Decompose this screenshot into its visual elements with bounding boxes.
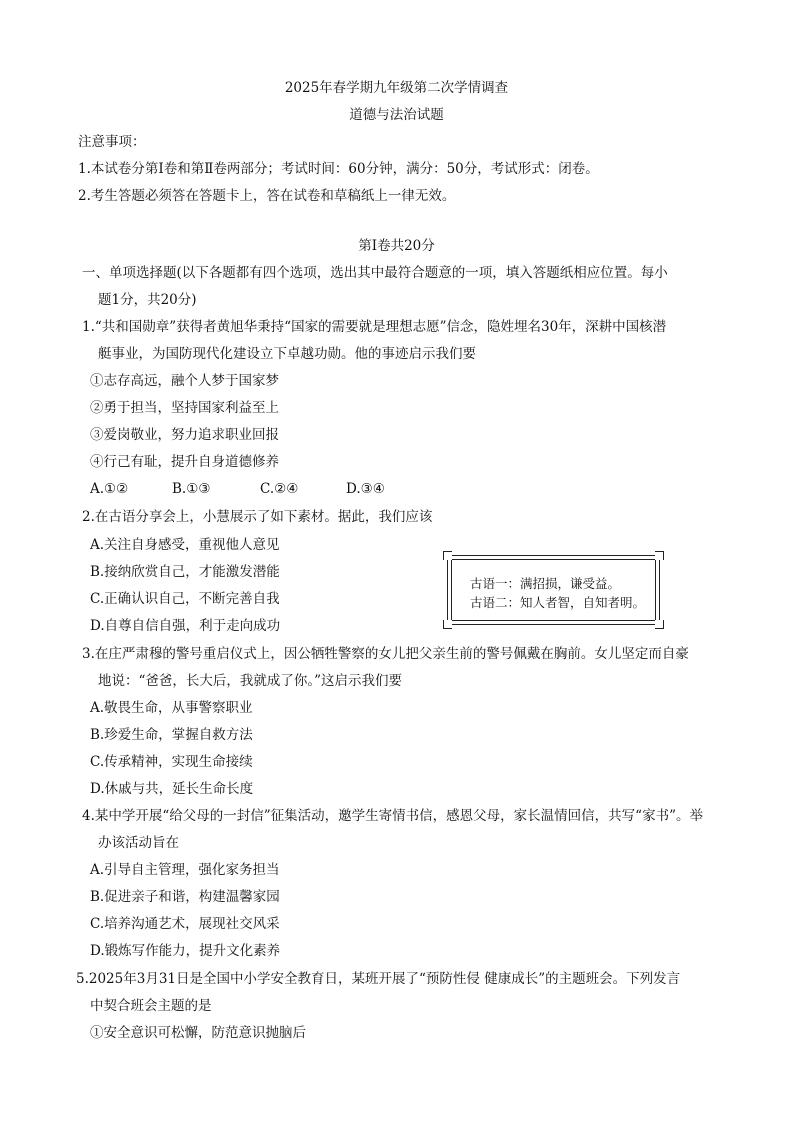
option-b: B.促进亲子和谐，构建温馨家园: [90, 889, 280, 905]
statement: ①安全意识可松懈，防范意识抛脑后: [90, 1025, 306, 1041]
section-title: 第Ⅰ卷共20分: [358, 238, 435, 254]
statement: ④行己有耻，提升自身道德修养: [90, 454, 279, 470]
exam-subtitle: 道德与法治试题: [349, 107, 444, 123]
frame-corner: [655, 551, 664, 560]
question-stem: 艇事业，为国防现代化建设立下卓越功勋。他的事迹启示我们要: [98, 346, 476, 362]
question-stem: 4.某中学开展“给父母的一封信”征集活动，邀学生寄情书信，感恩父母，家长温情回信，共写“家书”。举: [82, 808, 703, 824]
option-d: D.休戚与共，延长生命长度: [90, 781, 254, 797]
exam-title: 2025年春学期九年级第二次学情调查: [284, 80, 509, 96]
option-d: D.③④: [346, 481, 385, 497]
option-b: B.珍爱生命，掌握自救方法: [90, 727, 253, 743]
option-d: D.锻炼写作能力，提升文化素养: [90, 943, 281, 959]
option-b: B.接纳欣赏自己，才能激发潜能: [90, 564, 280, 580]
option-c: C.培养沟通艺术，展现社交风采: [90, 916, 280, 932]
question-stem: 1.“共和国勋章”获得者黄旭华秉持“国家的需要就是理想志愿”信念，隐姓埋名30年，深耕中国核潜: [82, 319, 667, 335]
option-a: A.①②: [90, 481, 129, 497]
question-stem: 办该活动旨在: [98, 835, 179, 851]
notice-item: 2.考生答题必须答在答题卡上，答在试卷和草稿纸上一律无效。: [78, 188, 456, 204]
statement: ②勇于担当，坚持国家利益至上: [90, 400, 279, 416]
option-c: C.传承精神，实现生命接续: [90, 754, 253, 770]
section-instruction: 题1分，共20分): [98, 292, 197, 308]
question-stem: 2.在古语分享会上，小慧展示了如下素材。据此，我们应该: [82, 509, 433, 525]
option-a: A.敬畏生命，从事警察职业: [90, 700, 253, 716]
frame-corner: [655, 620, 664, 629]
question-stem: 地说：“爸爸，长大后，我就成了你。”这启示我们要: [98, 673, 403, 689]
statement: ①志存高远，融个人梦于国家梦: [90, 373, 279, 389]
statement: ③爱岗敬业，努力追求职业回报: [90, 427, 279, 443]
option-a: A.关注自身感受，重视他人意见: [90, 537, 280, 553]
question-stem: 3.在庄严肃穆的警号重启仪式上，因公牺牲警察的女儿把父亲生前的警号佩戴在胸前。女儿坚定而自豪: [82, 646, 689, 662]
option-d: D.自尊自信自强，利于走向成功: [90, 618, 281, 634]
notice-item: 1.本试卷分第Ⅰ卷和第Ⅱ卷两部分；考试时间：60分钟，满分：50分，考试形式：闭卷。: [78, 161, 599, 177]
quote-box: [447, 555, 660, 625]
frame-corner: [443, 551, 452, 560]
option-c: C.正确认识自己，不断完善自我: [90, 591, 280, 607]
option-a: A.引导自主管理，强化家务担当: [90, 862, 280, 878]
frame-corner: [443, 620, 452, 629]
quote-line: 古语一：满招损，谦受益。: [470, 576, 621, 591]
section-instruction: 一、单项选择题(以下各题都有四个选项，选出其中最符合题意的一项，填入答题纸相应位置。每小: [82, 265, 668, 281]
option-b: B.①③: [172, 481, 211, 497]
quote-line: 古语二：知人者智，自知者明。: [470, 595, 646, 610]
notice-heading: 注意事项：: [78, 134, 146, 150]
question-stem: 中契合班会主题的是: [90, 998, 212, 1014]
question-stem: 5.2025年3月31日是全国中小学安全教育日，某班开展了“预防性侵 健康成长”的主题班会。下列发言: [76, 971, 681, 987]
option-c: C.②④: [260, 481, 299, 497]
